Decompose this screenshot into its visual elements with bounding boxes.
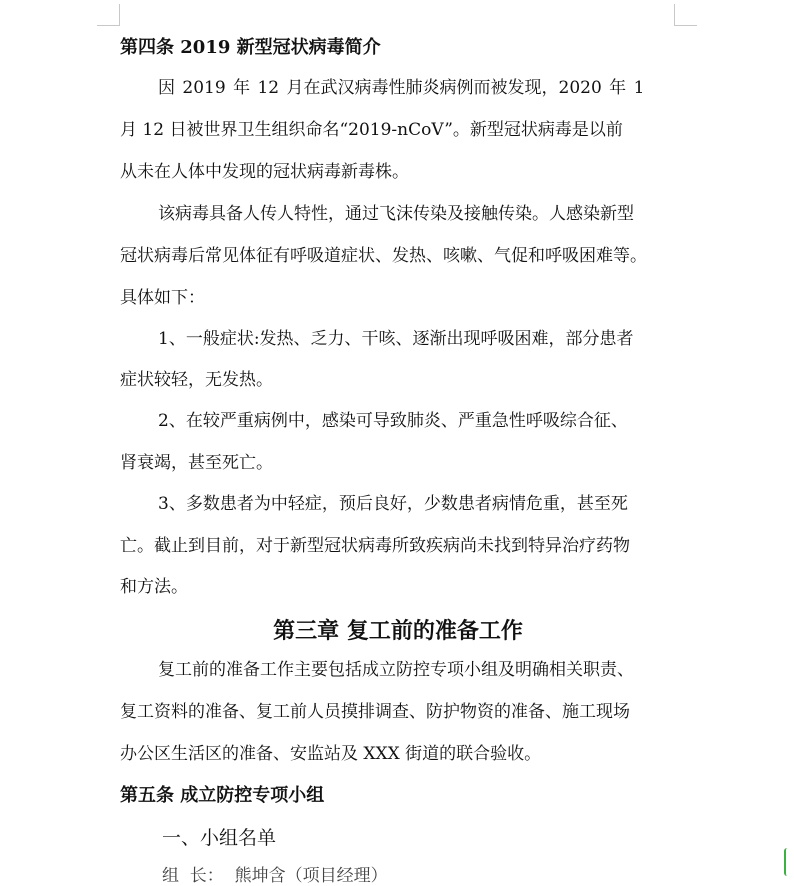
list-item-line: 症状较轻，无发热。 xyxy=(120,370,273,390)
crop-mark-top-left-vertical xyxy=(119,4,120,26)
paragraph-line: 办公区生活区的准备、安监站及 XXX 街道的联合验收。 xyxy=(120,744,542,764)
chapter-heading-3: 第三章 复工前的准备工作 xyxy=(273,618,523,644)
crop-mark-top-right-vertical xyxy=(674,4,675,26)
list-item-line: 2、在较严重病例中，感染可导致肺炎、严重急性呼吸综合征、 xyxy=(158,411,628,431)
article-heading-5: 第五条 成立防控专项小组 xyxy=(120,785,325,806)
paragraph-line: 该病毒具备人传人特性，通过飞沫传染及接触传染。人感染新型 xyxy=(158,204,634,224)
paragraph-line: 复工资料的准备、复工前人员摸排调查、防护物资的准备、施工现场 xyxy=(120,702,630,722)
paragraph-line: 从未在人体中发现的冠状病毒新毒株。 xyxy=(120,162,409,182)
article-heading-4: 第四条 2019 新型冠状病毒简介 xyxy=(120,37,381,58)
paragraph-line: 冠状病毒后常见体征有呼吸道症状、发热、咳嗽、气促和呼吸困难等。 xyxy=(120,246,647,266)
paragraph-line: 复工前的准备工作主要包括成立防控专项小组及明确相关职责、 xyxy=(158,660,634,680)
paragraph-line: 具体如下： xyxy=(120,288,205,308)
paragraph-line: 月 12 日被世界卫生组织命名“2019-nCoV”。新型冠状病毒是以前 xyxy=(120,120,623,140)
list-item-line: 亡。截止到目前，对于新型冠状病毒所致疾病尚未找到特异治疗药物 xyxy=(120,536,630,556)
crop-mark-top-right-horizontal xyxy=(674,25,697,26)
crop-mark-top-left-horizontal xyxy=(97,25,120,26)
scroll-edge-indicator xyxy=(784,848,792,876)
list-item-line: 1、一般症状:发热、乏力、干咳、逐渐出现呼吸困难，部分患者 xyxy=(158,329,634,349)
paragraph-line: 因 2019 年 12 月在武汉病毒性肺炎病例而被发现，2020 年 1 xyxy=(158,78,645,98)
team-leader-line: 组 长： 熊坤含（项目经理） xyxy=(162,866,388,886)
list-item-line: 肾衰竭，甚至死亡。 xyxy=(120,453,273,473)
list-item-line: 和方法。 xyxy=(120,577,188,597)
section-heading: 一、小组名单 xyxy=(162,827,277,849)
list-item-line: 3、多数患者为中轻症，预后良好，少数患者病情危重，甚至死 xyxy=(158,494,628,514)
